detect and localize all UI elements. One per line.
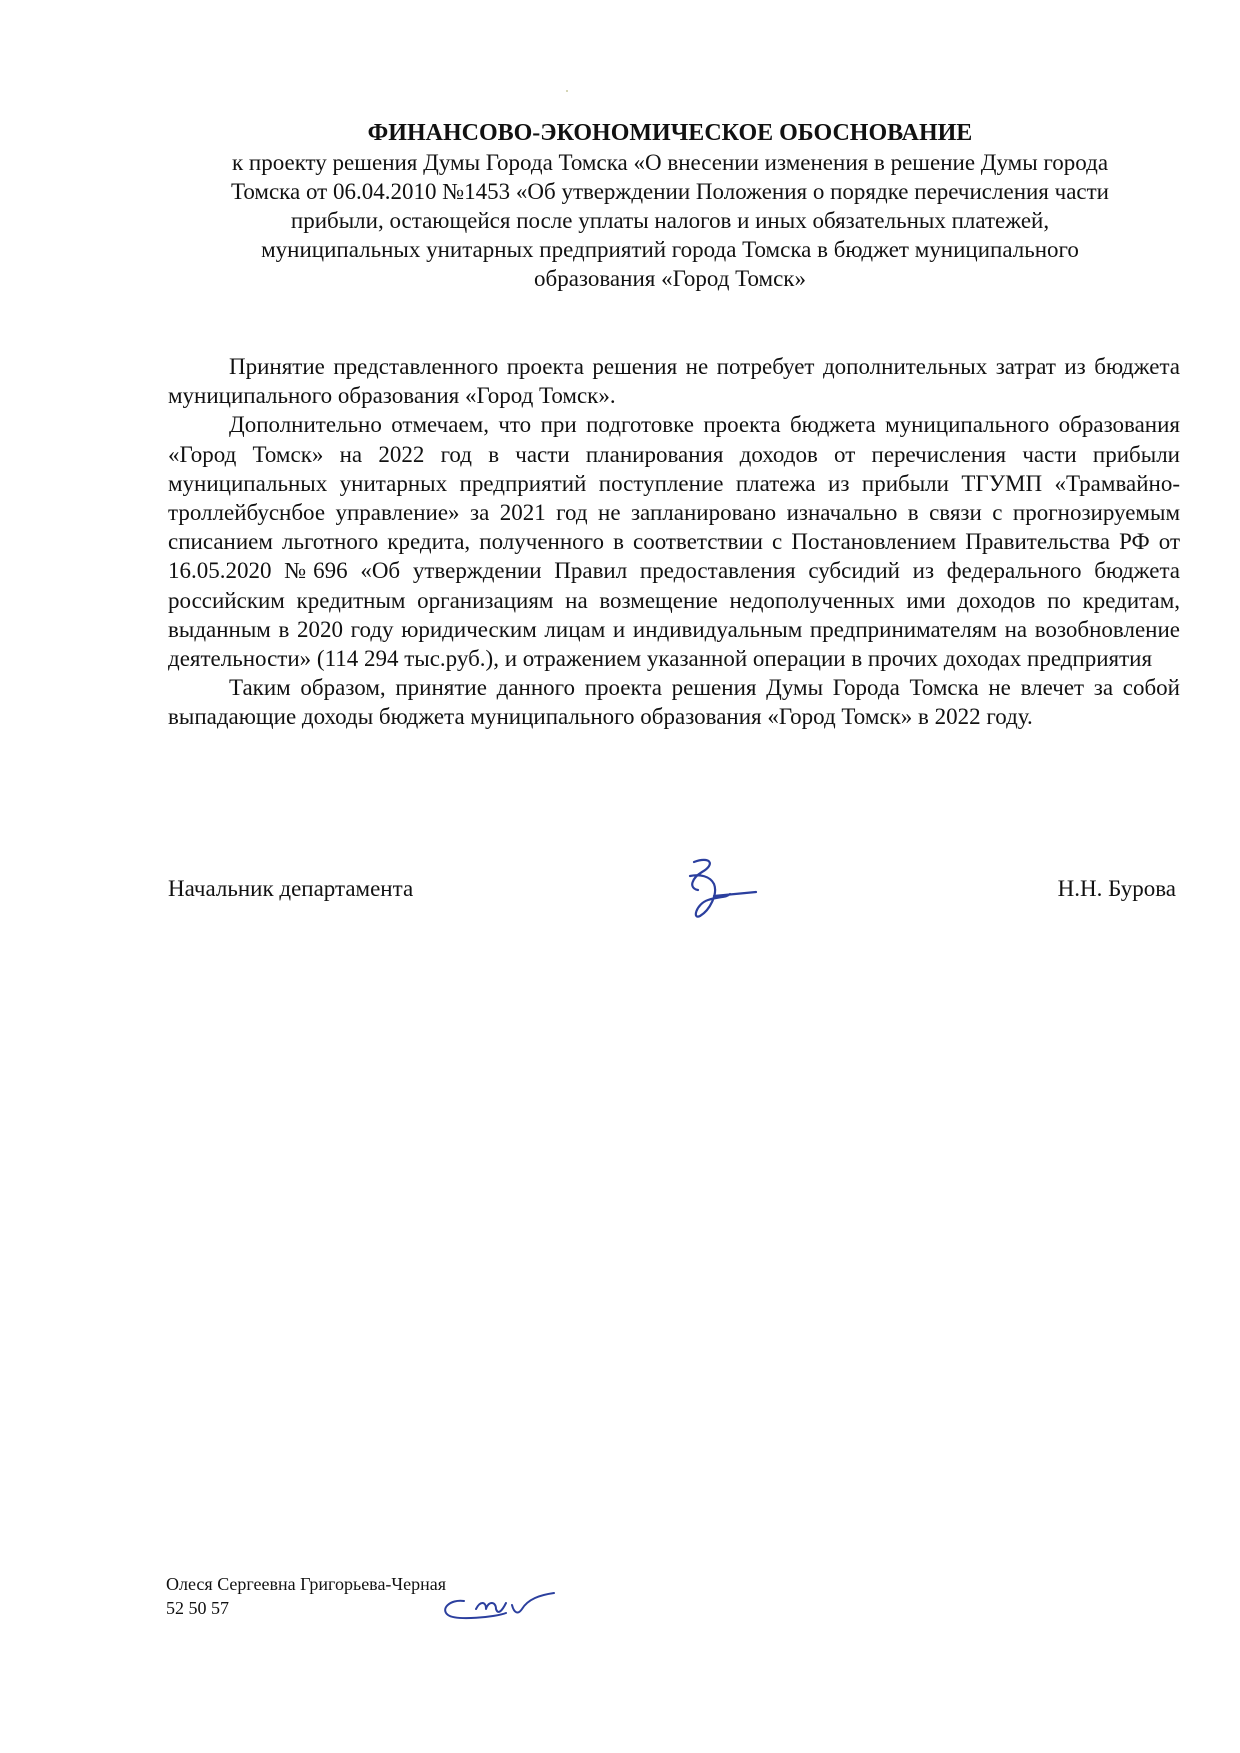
title-block [160,118,1180,293]
handwritten-signature [680,854,766,934]
subtitle-line: прибыли, остающейся после уплаты налогов и иных обязательных платежей, [290,208,1050,233]
subtitle-line: к проекту решения Думы Города Томска «О внесении изменения в решение Думы города [231,150,1109,175]
signer-name: Н.Н. Бурова [1057,876,1176,901]
handwritten-initials [436,1587,566,1627]
document-title: ФИНАНСОВО-ЭКОНОМИЧЕСКОЕ ОБОСНОВАНИЕ [367,120,973,146]
subtitle-line: Томска от 06.04.2010 №1453 «Об утверждении Положения о порядке перечисления части [231,179,1109,204]
scan-speck [566,90,568,92]
paragraph: Таким образом, принятие данного проекта решения Думы Города Томска не влечет за собой выпадающие доходы бюджета муниципального образования «Город Томск» в 2022 году. [168,675,1180,730]
subtitle-line: муниципальных унитарных предприятий города Томска в бюджет муниципального [261,237,1079,262]
signature-row [168,868,1180,928]
body-text [168,352,1180,732]
subtitle-line: образования «Город Томск» [534,266,806,291]
paragraph: Дополнительно отмечаем, что при подготовке проекта бюджета муниципального образования «Город Томск» на 2022 год в части планирования доходов от перечисления части прибыли муниципальных унитарных предприятий поступление платежа из прибыли ТГУМП «Трамвайно-троллейбуснбое управление» за 2021 год не запланировано изначально в связи с прогнозируемым списанием льготного кредита, полученного в соответствии с Постановлением Правительства РФ от 16.05.2020 №696 «Об утверждении Правил предоставления субсидий из федерального бюджета российским кредитным организациям на возмещение недополученных ими доходов по кредитам, выданным в 2020 году юридическим лицам и индивидуальным предпринимателям на возобновление деятельности» (114 294 тыс.руб.), и отражением указанной операции в прочих доходах предприятия [168,412,1180,672]
executor-name: Олеся Сергеевна Григорьева-Черная [166,1574,447,1594]
executor-footer [166,1572,446,1620]
paragraph: Принятие представленного проекта решения не потребует дополнительных затрат из бюджета муниципального образования «Город Томск». [168,354,1180,409]
executor-phone: 52 50 57 [166,1598,229,1618]
signer-position: Начальник департамента [168,876,414,901]
